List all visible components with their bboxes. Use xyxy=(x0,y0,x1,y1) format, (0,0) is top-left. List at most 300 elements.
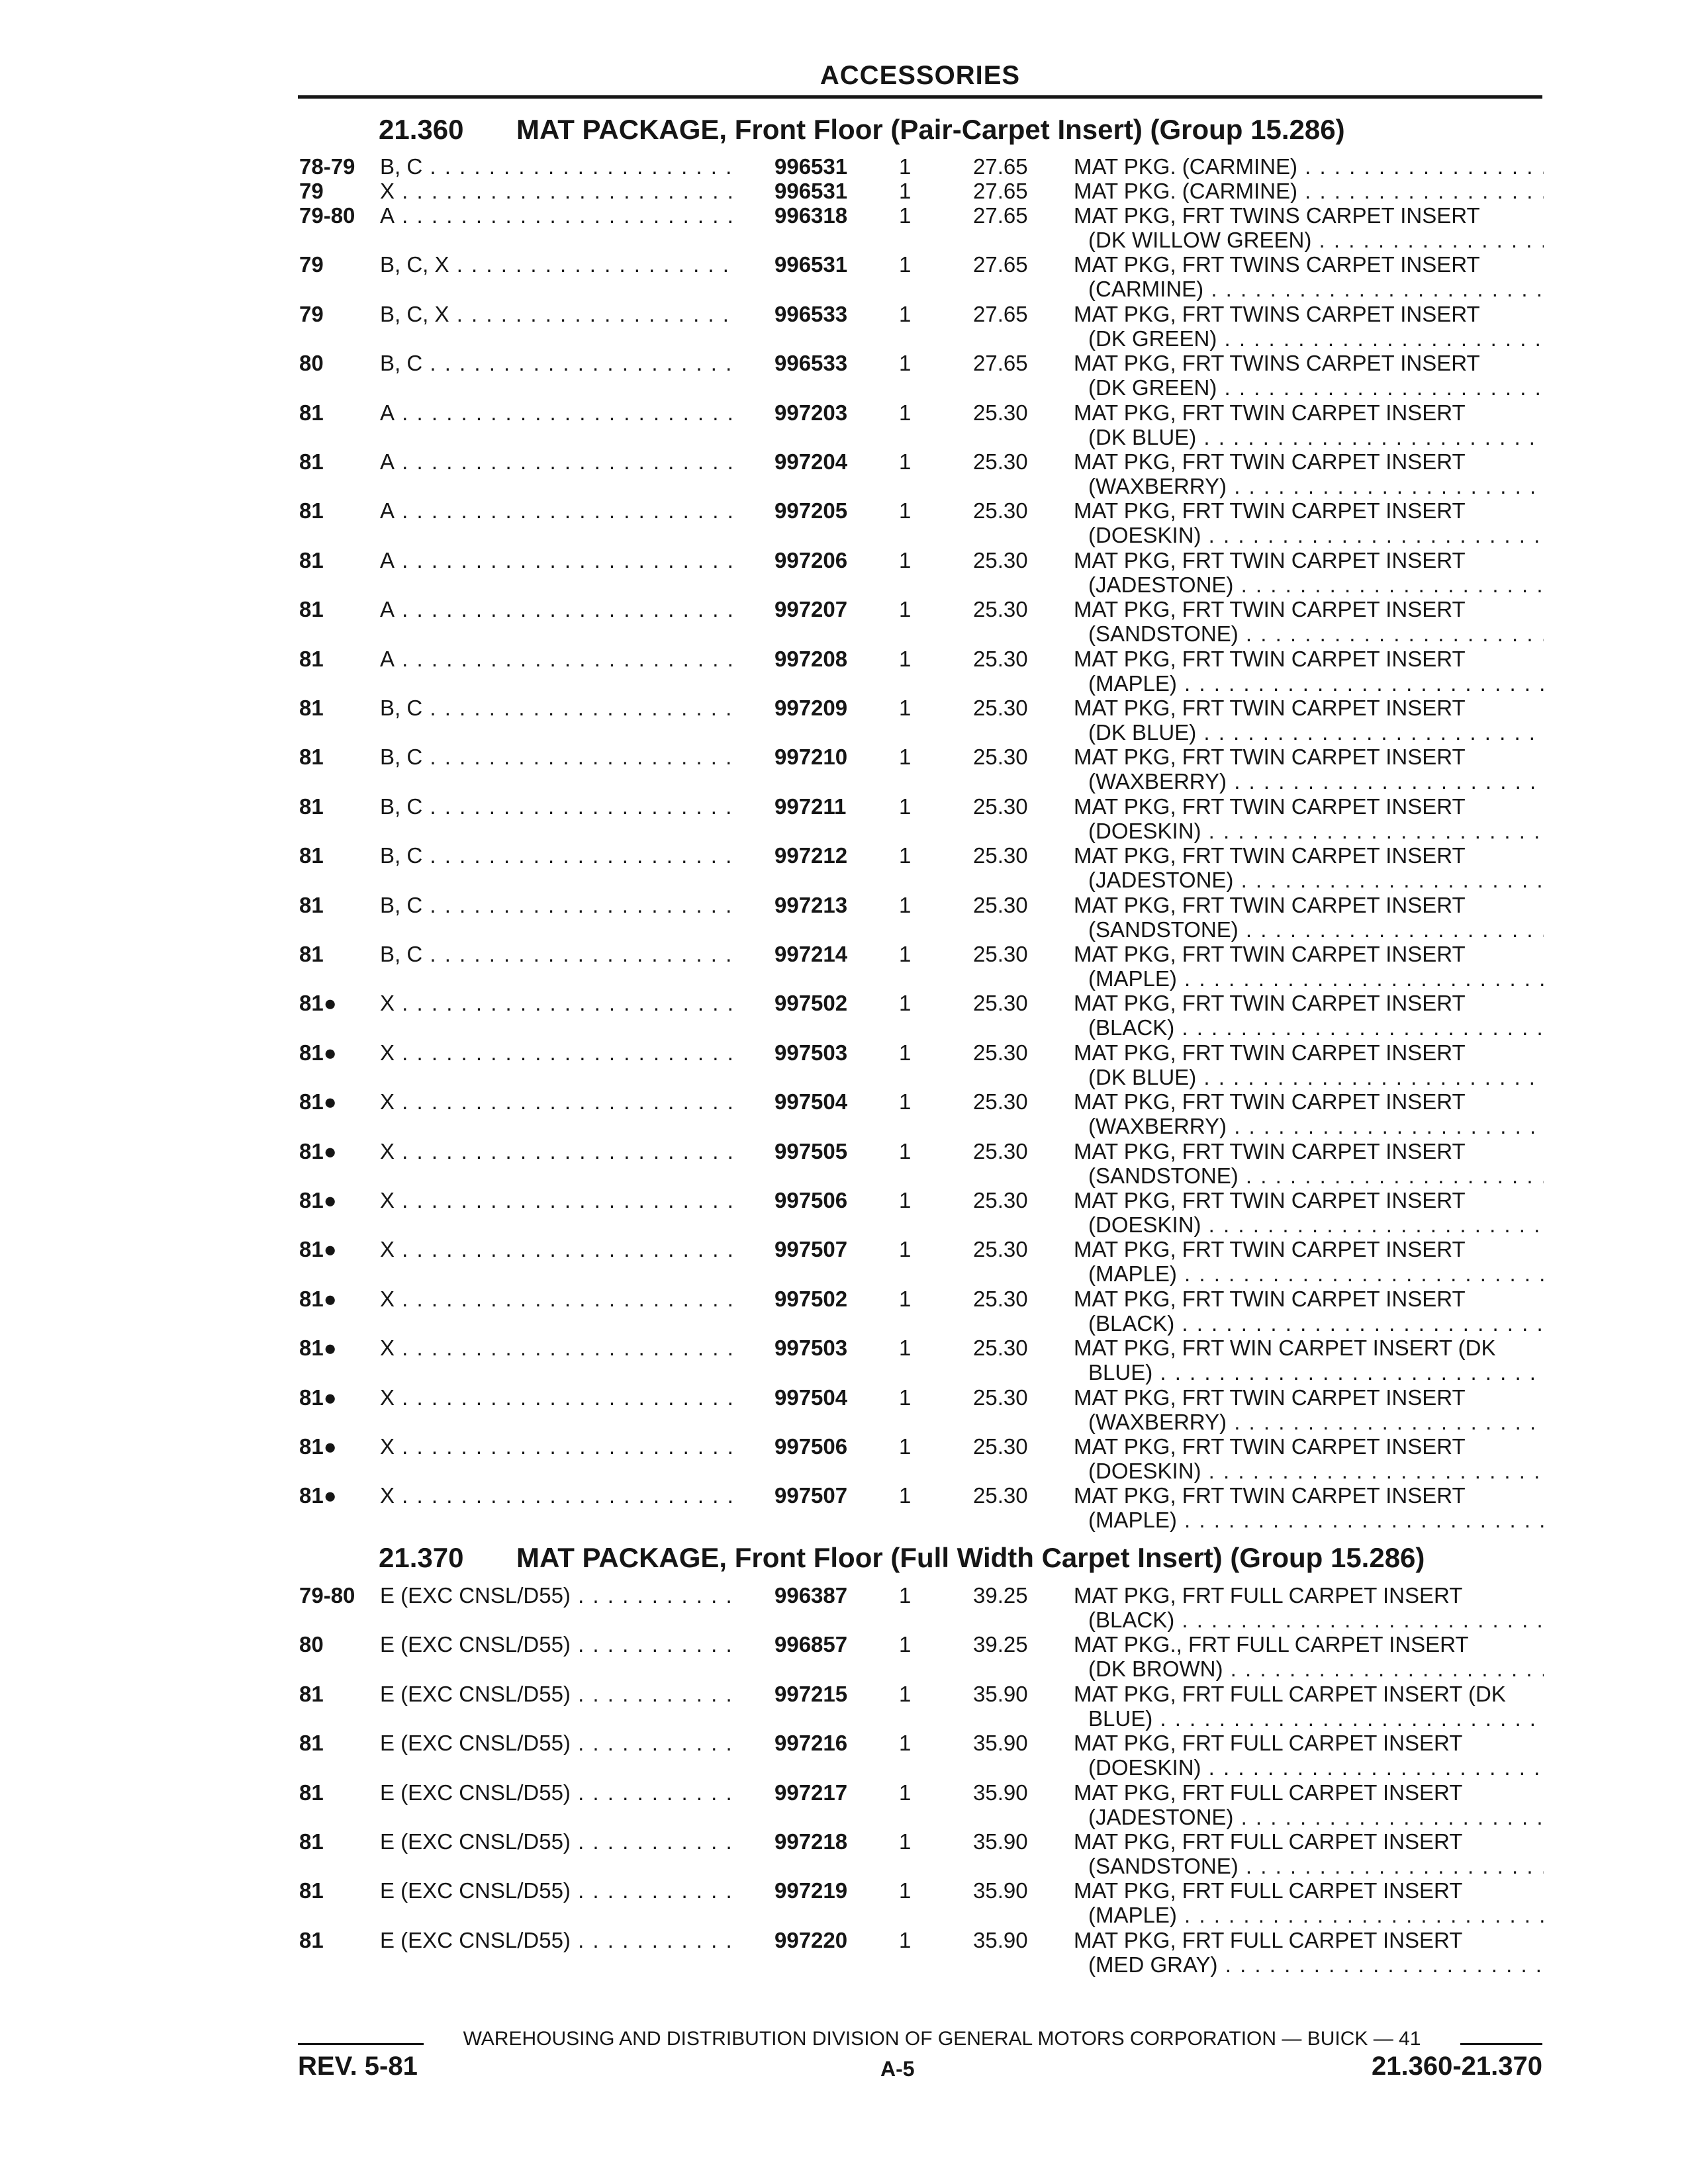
description-line: (SANDSTONE) . . . xyxy=(1074,621,1544,646)
description xyxy=(1074,449,1544,498)
table-row xyxy=(0,400,1688,449)
model-code: X . . . xyxy=(380,1434,732,1459)
description-line: MAT PKG, FRT FULL CARPET INSERT xyxy=(1074,1927,1463,1952)
revision-label: REV. 5-81 xyxy=(298,2052,418,2081)
model-year: 81 xyxy=(299,400,324,425)
table-row xyxy=(0,1237,1688,1286)
price: 25.30 xyxy=(973,449,1028,474)
part-number: 997502 xyxy=(774,991,848,1016)
price: 35.90 xyxy=(973,1731,1028,1756)
description-line: MAT PKG, FRT FULL CARPET INSERT xyxy=(1074,1878,1463,1903)
model-year: 81 xyxy=(299,498,324,523)
description-line: MAT PKG, FRT TWIN CARPET INSERT xyxy=(1074,449,1466,474)
part-number: 997207 xyxy=(774,597,848,622)
model-code: A . . . xyxy=(380,597,732,621)
table-row xyxy=(0,498,1688,547)
model-code: X . . . xyxy=(380,1336,732,1360)
table-row xyxy=(0,1040,1688,1089)
description-line: (DOESKIN) . . . xyxy=(1074,523,1544,547)
description-line: MAT PKG, FRT TWIN CARPET INSERT xyxy=(1074,498,1466,523)
part-number: 997507 xyxy=(774,1483,848,1508)
quantity: 1 xyxy=(899,1385,912,1410)
part-number: 997211 xyxy=(774,794,847,819)
quantity: 1 xyxy=(899,1237,912,1262)
quantity: 1 xyxy=(899,1483,912,1508)
section-number: 21.370 xyxy=(379,1542,464,1573)
part-number: 997215 xyxy=(774,1681,848,1706)
table-row xyxy=(0,696,1688,745)
price: 39.25 xyxy=(973,1583,1028,1608)
model-code: X . . . xyxy=(380,1483,732,1508)
description xyxy=(1074,991,1544,1040)
part-number: 997213 xyxy=(774,892,848,917)
model-year: 81● xyxy=(299,1138,337,1163)
price: 25.30 xyxy=(973,1286,1028,1311)
description xyxy=(1074,498,1544,547)
quantity: 1 xyxy=(899,154,912,179)
description-line: (DK BLUE) . . . xyxy=(1074,720,1544,745)
price: 25.30 xyxy=(973,942,1028,966)
description xyxy=(1074,745,1544,794)
description-line: MAT PKG, FRT TWINS CARPET INSERT xyxy=(1074,351,1480,376)
model-code: B, C . . . xyxy=(380,351,732,375)
model-year: 81 xyxy=(299,1731,324,1756)
model-code: E (EXC CNSL/D55) . . . xyxy=(380,1682,732,1706)
model-code: X . . . xyxy=(380,1237,732,1261)
model-year: 81 xyxy=(299,449,324,474)
description-line: (MAPLE) . . . xyxy=(1074,671,1544,696)
description xyxy=(1074,1682,1544,1731)
description xyxy=(1074,1385,1544,1434)
description-line: MAT PKG, FRT TWIN CARPET INSERT xyxy=(1074,942,1466,966)
model-year: 81 xyxy=(299,646,324,671)
quantity: 1 xyxy=(899,1286,912,1311)
description-line: (SANDSTONE) . . . xyxy=(1074,1163,1544,1188)
table-row xyxy=(0,745,1688,794)
model-year: 81 xyxy=(299,597,324,622)
quantity: 1 xyxy=(899,745,912,770)
part-number: 997205 xyxy=(774,498,848,523)
price: 25.30 xyxy=(973,892,1028,917)
model-year: 81● xyxy=(299,1336,337,1361)
model-year: 81 xyxy=(299,843,324,868)
table-row xyxy=(0,1632,1688,1681)
description-line: MAT PKG, FRT TWIN CARPET INSERT xyxy=(1074,696,1466,720)
part-number: 996531 xyxy=(774,154,848,179)
quantity: 1 xyxy=(899,991,912,1016)
description xyxy=(1074,154,1544,179)
table-row xyxy=(0,893,1688,942)
model-year: 81 xyxy=(299,1878,324,1903)
model-year: 80 xyxy=(299,1632,324,1657)
description xyxy=(1074,843,1544,892)
part-number: 996533 xyxy=(774,351,848,376)
description-line: (DOESKIN) . . . xyxy=(1074,1755,1544,1780)
title-rule xyxy=(298,95,1542,99)
table-row xyxy=(0,647,1688,696)
description xyxy=(1074,1583,1544,1632)
part-number: 996318 xyxy=(774,203,848,228)
table-row xyxy=(0,1878,1688,1927)
description-line: MAT PKG, FRT TWINS CARPET INSERT xyxy=(1074,252,1480,277)
description-line: (WAXBERRY) . . . xyxy=(1074,1410,1544,1434)
description-line: MAT PKG, FRT TWIN CARPET INSERT xyxy=(1074,794,1466,819)
model-code: B, C, X . . . xyxy=(380,302,732,326)
model-code: E (EXC CNSL/D55) . . . xyxy=(380,1583,732,1608)
table-row xyxy=(0,1139,1688,1188)
quantity: 1 xyxy=(899,203,912,228)
model-code: X . . . xyxy=(380,179,732,203)
description-line: MAT PKG., FRT FULL CARPET INSERT xyxy=(1074,1632,1469,1657)
description-line: MAT PKG, FRT FULL CARPET INSERT xyxy=(1074,1583,1463,1608)
model-code: X . . . xyxy=(380,991,732,1015)
part-number: 997206 xyxy=(774,547,848,572)
table-row xyxy=(0,449,1688,498)
table-row xyxy=(0,991,1688,1040)
description-line: (BLACK) . . . xyxy=(1074,1608,1544,1632)
part-number: 997506 xyxy=(774,1188,848,1212)
quantity: 1 xyxy=(899,1583,912,1608)
description xyxy=(1074,942,1544,991)
quantity: 1 xyxy=(899,1878,912,1903)
description-line: (DK BLUE) . . . xyxy=(1074,425,1544,449)
quantity: 1 xyxy=(899,794,912,819)
description xyxy=(1074,1829,1544,1878)
price: 25.30 xyxy=(973,498,1028,523)
quantity: 1 xyxy=(899,1632,912,1657)
quantity: 1 xyxy=(899,597,912,622)
description xyxy=(1074,1434,1544,1483)
quantity: 1 xyxy=(899,843,912,868)
price: 25.30 xyxy=(973,646,1028,671)
description xyxy=(1074,1336,1544,1385)
table-row xyxy=(0,252,1688,301)
part-number: 997208 xyxy=(774,646,848,671)
model-code: E (EXC CNSL/D55) . . . xyxy=(380,1878,732,1903)
table-row xyxy=(0,1780,1688,1829)
price: 25.30 xyxy=(973,1434,1028,1459)
price: 27.65 xyxy=(973,203,1028,228)
part-number: 997218 xyxy=(774,1829,848,1854)
model-year: 81● xyxy=(299,1286,337,1311)
description-line: BLUE) . . . xyxy=(1074,1360,1544,1385)
description xyxy=(1074,1089,1544,1138)
description-line: (JADESTONE) . . . xyxy=(1074,1805,1544,1829)
price: 25.30 xyxy=(973,597,1028,622)
description-line: (MAPLE) . . . xyxy=(1074,1903,1544,1927)
model-code: X . . . xyxy=(380,1040,732,1065)
part-number: 996533 xyxy=(774,301,848,326)
quantity: 1 xyxy=(899,1829,912,1854)
quantity: 1 xyxy=(899,1336,912,1361)
quantity: 1 xyxy=(899,1927,912,1952)
description xyxy=(1074,302,1544,351)
price: 35.90 xyxy=(973,1780,1028,1805)
quantity: 1 xyxy=(899,1434,912,1459)
model-year: 81● xyxy=(299,1237,337,1262)
description xyxy=(1074,597,1544,646)
quantity: 1 xyxy=(899,351,912,376)
description xyxy=(1074,1188,1544,1237)
part-number: 997507 xyxy=(774,1237,848,1262)
description-line: (MAPLE) . . . xyxy=(1074,966,1544,991)
part-number: 997216 xyxy=(774,1731,848,1756)
description-line: (DK BLUE) . . . xyxy=(1074,1065,1544,1089)
model-code: B, C . . . xyxy=(380,843,732,868)
model-code: B, C . . . xyxy=(380,893,732,917)
description-line: MAT PKG, FRT TWIN CARPET INSERT xyxy=(1074,400,1466,425)
description-line: MAT PKG, FRT TWIN CARPET INSERT xyxy=(1074,991,1466,1016)
model-code: E (EXC CNSL/D55) . . . xyxy=(380,1829,732,1854)
price: 25.30 xyxy=(973,1138,1028,1163)
description xyxy=(1074,1483,1544,1532)
price: 25.30 xyxy=(973,794,1028,819)
description xyxy=(1074,794,1544,843)
part-number: 997506 xyxy=(774,1434,848,1459)
description-line: (WAXBERRY) . . . xyxy=(1074,1114,1544,1138)
part-number: 997503 xyxy=(774,1336,848,1361)
quantity: 1 xyxy=(899,1780,912,1805)
model-code: E (EXC CNSL/D55) . . . xyxy=(380,1731,732,1755)
price: 25.30 xyxy=(973,991,1028,1016)
quantity: 1 xyxy=(899,1138,912,1163)
description-line: MAT PKG, FRT TWIN CARPET INSERT xyxy=(1074,843,1466,868)
model-code: E (EXC CNSL/D55) . . . xyxy=(380,1928,732,1952)
section-header xyxy=(379,1542,1425,1574)
quantity: 1 xyxy=(899,547,912,572)
description xyxy=(1074,1878,1544,1927)
part-number: 997505 xyxy=(774,1138,848,1163)
description-line: MAT PKG, FRT TWIN CARPET INSERT xyxy=(1074,547,1466,572)
quantity: 1 xyxy=(899,301,912,326)
part-number: 997203 xyxy=(774,400,848,425)
description-line: (DOESKIN) . . . xyxy=(1074,819,1544,843)
description-line: MAT PKG, FRT WIN CARPET INSERT (DK xyxy=(1074,1336,1496,1361)
price: 25.30 xyxy=(973,843,1028,868)
description-line: MAT PKG, FRT FULL CARPET INSERT (DK xyxy=(1074,1681,1506,1706)
table-row xyxy=(0,548,1688,597)
model-year: 81 xyxy=(299,1927,324,1952)
model-year: 81 xyxy=(299,745,324,770)
part-number: 996857 xyxy=(774,1632,848,1657)
description xyxy=(1074,548,1544,597)
description-line: (JADESTONE) . . . xyxy=(1074,572,1544,597)
model-code: A . . . xyxy=(380,498,732,523)
price: 27.65 xyxy=(973,252,1028,277)
table-row xyxy=(0,203,1688,252)
model-year: 81 xyxy=(299,942,324,966)
part-number: 996531 xyxy=(774,179,848,203)
table-row xyxy=(0,1682,1688,1731)
model-year: 78-79 xyxy=(299,154,355,179)
description xyxy=(1074,179,1544,203)
part-number: 997219 xyxy=(774,1878,848,1903)
description-line: (MAPLE) . . . xyxy=(1074,1261,1544,1286)
model-code: X . . . xyxy=(380,1089,732,1114)
description-line: MAT PKG, FRT TWIN CARPET INSERT xyxy=(1074,1040,1466,1065)
model-year: 81● xyxy=(299,1434,337,1459)
description xyxy=(1074,1731,1544,1780)
description xyxy=(1074,893,1544,942)
description-line: (WAXBERRY) . . . xyxy=(1074,474,1544,498)
part-number: 997212 xyxy=(774,843,848,868)
description-line: MAT PKG, FRT FULL CARPET INSERT xyxy=(1074,1780,1463,1805)
section-range: 21.360-21.370 xyxy=(1371,2052,1542,2081)
price: 27.65 xyxy=(973,351,1028,376)
section-header xyxy=(379,114,1345,146)
price: 35.90 xyxy=(973,1681,1028,1706)
description-line: BLUE) . . . xyxy=(1074,1706,1544,1731)
description xyxy=(1074,252,1544,301)
description-line: MAT PKG, FRT TWIN CARPET INSERT xyxy=(1074,1138,1466,1163)
description xyxy=(1074,696,1544,745)
table-row xyxy=(0,1188,1688,1237)
description-line: MAT PKG, FRT TWIN CARPET INSERT xyxy=(1074,646,1466,671)
description-line: (SANDSTONE) . . . xyxy=(1074,917,1544,942)
quantity: 1 xyxy=(899,1681,912,1706)
model-year: 81● xyxy=(299,1188,337,1212)
table-row xyxy=(0,1434,1688,1483)
quantity: 1 xyxy=(899,1089,912,1115)
model-year: 79-80 xyxy=(299,1583,355,1608)
price: 25.30 xyxy=(973,1336,1028,1361)
part-number: 996387 xyxy=(774,1583,848,1608)
model-year: 80 xyxy=(299,351,324,376)
description-line: MAT PKG. (CARMINE) . . . xyxy=(1074,179,1544,203)
model-year: 81 xyxy=(299,1829,324,1854)
description xyxy=(1074,1237,1544,1286)
quantity: 1 xyxy=(899,1731,912,1756)
description-line: MAT PKG, FRT TWIN CARPET INSERT xyxy=(1074,1286,1466,1311)
page-title: ACCESSORIES xyxy=(820,61,1021,90)
part-number: 997204 xyxy=(774,449,848,474)
quantity: 1 xyxy=(899,449,912,474)
model-year: 79 xyxy=(299,179,324,203)
quantity: 1 xyxy=(899,252,912,277)
price: 25.30 xyxy=(973,1040,1028,1065)
table-row xyxy=(0,794,1688,843)
description xyxy=(1074,203,1544,252)
description-line: (SANDSTONE) . . . xyxy=(1074,1854,1544,1878)
price: 27.65 xyxy=(973,154,1028,179)
section-number: 21.360 xyxy=(379,114,464,145)
description-line: (BLACK) . . . xyxy=(1074,1015,1544,1040)
description-line: MAT PKG, FRT FULL CARPET INSERT xyxy=(1074,1829,1463,1854)
model-year: 81 xyxy=(299,892,324,917)
price: 25.30 xyxy=(973,1188,1028,1212)
quantity: 1 xyxy=(899,646,912,671)
model-year: 81 xyxy=(299,794,324,819)
description xyxy=(1074,1139,1544,1188)
price: 25.30 xyxy=(973,547,1028,572)
quantity: 1 xyxy=(899,1040,912,1065)
part-number: 997504 xyxy=(774,1089,848,1115)
part-number: 996531 xyxy=(774,252,848,277)
part-number: 997210 xyxy=(774,745,848,770)
price: 25.30 xyxy=(973,400,1028,425)
table-row xyxy=(0,1829,1688,1878)
price: 25.30 xyxy=(973,696,1028,720)
quantity: 1 xyxy=(899,1188,912,1212)
price: 35.90 xyxy=(973,1878,1028,1903)
quantity: 1 xyxy=(899,498,912,523)
model-code: B, C . . . xyxy=(380,154,732,179)
description-line: (CARMINE) . . . xyxy=(1074,277,1544,301)
table-row xyxy=(0,597,1688,646)
price: 25.30 xyxy=(973,1483,1028,1508)
description-line: MAT PKG, FRT TWIN CARPET INSERT xyxy=(1074,1188,1466,1212)
table-row xyxy=(0,1089,1688,1138)
price: 35.90 xyxy=(973,1927,1028,1952)
model-year: 81● xyxy=(299,1040,337,1065)
model-code: E (EXC CNSL/D55) . . . xyxy=(380,1632,732,1657)
description-line: MAT PKG, FRT TWIN CARPET INSERT xyxy=(1074,892,1466,917)
model-code: A . . . xyxy=(380,548,732,572)
description-line: (WAXBERRY) . . . xyxy=(1074,769,1544,794)
part-number: 997220 xyxy=(774,1927,848,1952)
table-row xyxy=(0,1385,1688,1434)
model-year: 79 xyxy=(299,252,324,277)
model-code: A . . . xyxy=(380,400,732,425)
description-line: MAT PKG, FRT TWINS CARPET INSERT xyxy=(1074,203,1480,228)
description-line: (BLACK) . . . xyxy=(1074,1311,1544,1336)
description-line: MAT PKG. (CARMINE) . . . xyxy=(1074,154,1544,179)
model-code: X . . . xyxy=(380,1287,732,1311)
model-year: 81 xyxy=(299,1780,324,1805)
description-line: MAT PKG, FRT FULL CARPET INSERT xyxy=(1074,1731,1463,1756)
model-code: B, C . . . xyxy=(380,794,732,819)
price: 25.30 xyxy=(973,1089,1028,1115)
description-line: (DOESKIN) . . . xyxy=(1074,1212,1544,1237)
model-code: B, C, X . . . xyxy=(380,252,732,277)
footer-rule xyxy=(1460,2043,1542,2045)
price: 27.65 xyxy=(973,179,1028,203)
model-year: 81● xyxy=(299,1385,337,1410)
table-row xyxy=(0,1336,1688,1385)
table-row xyxy=(0,351,1688,400)
description-line: (MAPLE) . . . xyxy=(1074,1508,1544,1532)
quantity: 1 xyxy=(899,179,912,203)
model-year: 81● xyxy=(299,1483,337,1508)
model-code: X . . . xyxy=(380,1139,732,1163)
table-row xyxy=(0,1483,1688,1532)
description-line: (DK GREEN) . . . xyxy=(1074,326,1544,351)
description-line: (DK BROWN) . . . xyxy=(1074,1657,1544,1681)
description-line: (DK WILLOW GREEN) . . . xyxy=(1074,228,1544,252)
section-title: MAT PACKAGE, Front Floor (Full Width Carpet Insert) (Group 15.286) xyxy=(516,1542,1425,1573)
table-row xyxy=(0,942,1688,991)
price: 39.25 xyxy=(973,1632,1028,1657)
description xyxy=(1074,1632,1544,1681)
table-row xyxy=(0,179,1688,203)
table-row xyxy=(0,154,1688,179)
description xyxy=(1074,647,1544,696)
table-row xyxy=(0,843,1688,892)
table-row xyxy=(0,302,1688,351)
model-code: B, C . . . xyxy=(380,942,732,966)
description xyxy=(1074,1928,1544,1977)
part-number: 997503 xyxy=(774,1040,848,1065)
part-number: 997217 xyxy=(774,1780,848,1805)
table-row xyxy=(0,1287,1688,1336)
description-line: MAT PKG, FRT TWIN CARPET INSERT xyxy=(1074,1483,1466,1508)
description-line: MAT PKG, FRT TWIN CARPET INSERT xyxy=(1074,1089,1466,1115)
description-line: (DK GREEN) . . . xyxy=(1074,375,1544,400)
description xyxy=(1074,351,1544,400)
table-row xyxy=(0,1731,1688,1780)
table-row xyxy=(0,1583,1688,1632)
quantity: 1 xyxy=(899,696,912,720)
